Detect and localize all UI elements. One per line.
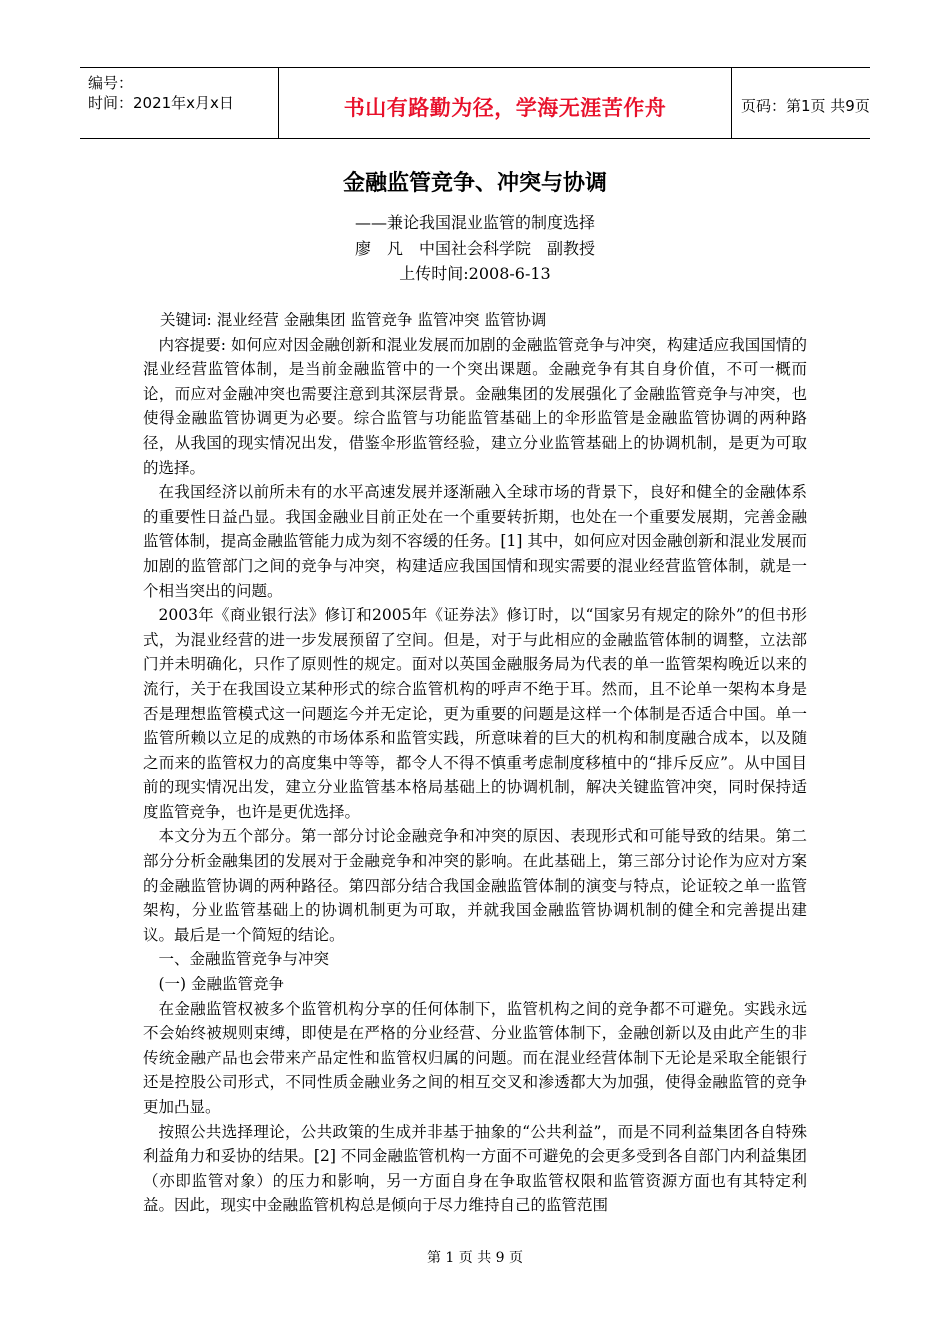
abstract-paragraph: 内容提要: 如何应对因金融创新和混业发展而加剧的金融监管竞争与冲突，构建适应我国国情的混业经营监管体制，是当前金融监管中的一个突出课题。金融竞争有其自身价值，不可一概而论，而应对金融冲突也需要注意到其深层背景。金融集团的发展强化了金融监管竞争与冲突，也使得金融监管协调更为必要。综合监管与功能监管基础上的伞形监管是金融监管协调的两种路径，从我国的现实情况出发，借鉴伞形监管经验，建立分业监管基础上的协调机制，是更为可取的选择。 <box>143 335 807 477</box>
body-paragraph-5: 按照公共选择理论，公共政策的生成并非基于抽象的“公共利益”，而是不同利益集团各自特殊利益角力和妥协的结果。[2] 不同金融监管机构一方面不可避免的会更多受到各自部门内利益集团（亦即监管对象）的压力和影响，另一方面自身在争取监管权限和监管资源方面也有其特定利益。因此，现实中金融监管机构总是倾向于尽力维持自己的监管范围 <box>143 1122 807 1215</box>
article-body <box>143 308 807 1218</box>
section-heading-1: 一、金融监管竞争与冲突 <box>158 950 330 969</box>
header-table <box>80 67 870 139</box>
serial-label: 编号： <box>88 74 134 92</box>
body-paragraph-1: 在我国经济以前所未有的水平高速发展并逐渐融入全球市场的背景下，良好和健全的金融体系的重要性日益凸显。我国金融业目前正处在一个重要转折期，也处在一个重要发展期，完善金融监管体制，提高金融监管能力成为刻不容缓的任务。[1] 其中，如何应对因金融创新和混业发展而加剧的监管部门之间的竞争与冲突，构建适应我国国情和现实需要的混业经营监管体制，就是一个相当突出的问题。 <box>143 483 807 600</box>
section-heading-2: (一) 金融监管竞争 <box>158 975 285 994</box>
body-paragraph-3: 本文分为五个部分。第一部分讨论金融竞争和冲突的原因、表现形式和可能导致的结果。第二部分分析金融集团的发展对于金融竞争和冲突的影响。在此基础上，第三部分讨论作为应对方案的金融监管协调的两种路径。第四部分结合我国金融监管体制的演变与特点，论证较之单一监管架构，分业监管基础上的协调机制更为可取，并就我国金融监管协调机制的健全和完善提出建议。最后是一个简短的结论。 <box>143 827 807 944</box>
body-paragraph-2: 2003年《商业银行法》修订和2005年《证券法》修订时，以“国家另有规定的除外”的但书形式，为混业经营的进一步发展预留了空间。但是，对于与此相应的金融监管体制的调整，立法部门并未明确化，只作了原则性的规定。面对以英国金融服务局为代表的单一监管架构晚近以来的流行，关于在我国设立某种形式的综合监管机构的呼声不绝于耳。然而，且不论单一架构本身是否是理想监管模式这一问题迄今并无定论，更为重要的问题是这样一个体制是否适合中国。单一监管所赖以立足的成熟的市场体系和监管实践，所意味着的巨大的机构和制度融合成本，以及随之而来的监管权力的高度集中等等，都令人不得不慎重考虑制度移植中的“排斥反应”。从中国目前的现实情况出发，建立分业监管基本格局基础上的协调机制，解决关键监管冲突，同时保持适度监管竞争，也许是更优选择。 <box>143 606 807 821</box>
motto-text: 书山有路勤为径，学海无涯苦作舟 <box>343 96 667 120</box>
header-left-cell <box>80 68 278 138</box>
header-motto-cell <box>278 68 732 138</box>
article-subtitle: ——兼论我国混业监管的制度选择 <box>354 213 595 232</box>
keywords-line: 关键词: 混业经营 金融集团 监管竞争 监管冲突 监管协调 <box>160 311 547 329</box>
upload-time: 上传时间:2008-6-13 <box>399 264 551 283</box>
page-number-label: 页码：第1页 共9页 <box>741 97 870 115</box>
article-author: 廖 凡 中国社会科学院 副教授 <box>354 239 595 258</box>
date-label: 时间：2021年x月x日 <box>88 94 234 112</box>
header-right-cell <box>731 68 870 138</box>
page-footer: 第 1 页 共 9 页 <box>426 1250 524 1266</box>
article-title: 金融监管竞争、冲突与协调 <box>342 170 607 196</box>
body-paragraph-4: 在金融监管权被多个监管机构分享的任何体制下，监管机构之间的竞争都不可避免。实践永远不会始终被规则束缚，即使是在严格的分业经营、分业监管体制下，金融创新以及由此产生的非传统金融产品也会带来产品定性和监管权归属的问题。而在混业经营体制下无论是采取全能银行还是控股公司形式，不同性质金融业务之间的相互交叉和渗透都大为加强，使得金融监管的竞争更加凸显。 <box>143 999 807 1116</box>
